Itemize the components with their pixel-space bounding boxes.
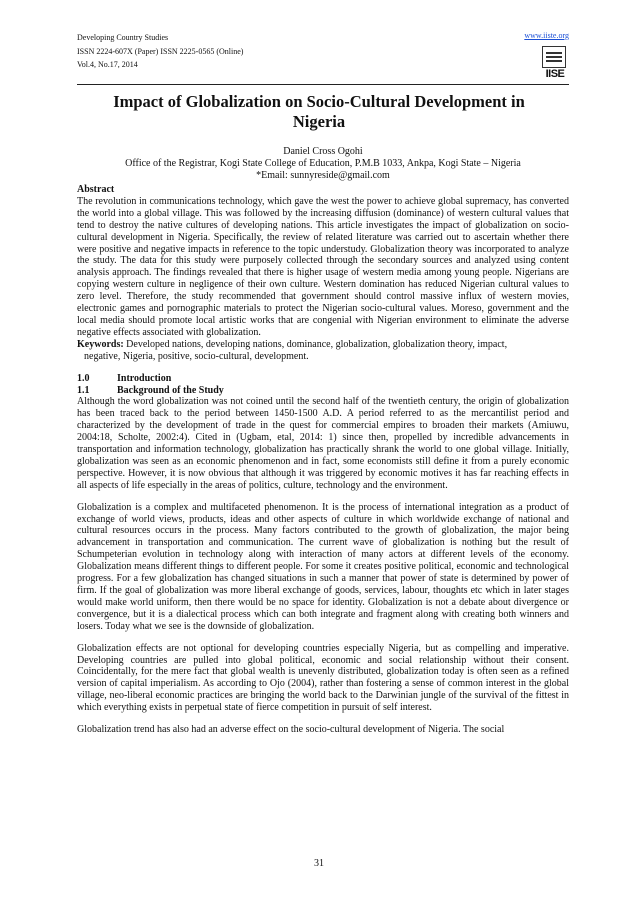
logo-box-icon (542, 46, 566, 68)
journal-issn: ISSN 2224-607X (Paper) ISSN 2225-0565 (Online) (77, 46, 244, 56)
paragraph: Globalization effects are not optional for developing countries especially Nigeria, but as compelling and imperative. Developing countries are pulled into global political, economic and social relationship without their consent. Coincidentally, for the mere fact that global wealth is unevenly distributed, globalization today is often seen as a refined version of capital imperialism. As according to Ojo (2004), rather than fostering a sense of common interest in the global village, neo-liberal economic practices are bringing the world back to the Darwinian jungle of the survival of the fittest in which everything exists in perpetual state of fierce competition in pursuit of self interest. (77, 642, 569, 714)
paragraph: Although the word globalization was not coined until the second half of the twentieth century, the origin of globalization has been traced back to the period between 1450-1500 A.D. A period referred to as the mercantilist period and characterized by the development of trade in the quest for commercial empires to broaden their markets (Amiuwu, 2004:18, Scholte, 2002:4). Cited in (Ugbam, etal, 2014: 1) since then, propelled by incredible advancements in transportation and information technology, globalization has practically shrank the world to one global village. Initially, globalization was seen as an economic phenomenon and in fact, some economists still define it from a purely economic perspective. However, it is now obvious that although it was triggered by economic motives it has far reaching effects in all aspects of life especially in the areas of politics, culture, technology and the environment. (77, 396, 569, 491)
keywords-text: Developed nations, developing nations, dominance, globalization, globalization theory, impact, (123, 338, 508, 350)
abstract-heading: Abstract (77, 184, 115, 195)
section-heading-background (77, 385, 569, 397)
journal-name: Developing Country Studies (77, 33, 169, 42)
header-rule (77, 84, 569, 85)
keywords-line (77, 339, 569, 351)
paragraph: Globalization trend has also had an adverse effect on the socio-cultural development of Nigeria. The social (77, 724, 505, 736)
iiste-logo (542, 46, 568, 82)
paragraph: Globalization is a complex and multifaceted phenomenon. It is the process of international integration as a product of exchange of world views, products, ideas and other aspects of culture in which worldwide exchange of national and cultural resources occurs in the process. Many factors contributed to the growth of globalization, the major being advancement in transportation and communication. The current wave of globalization is nothing but the result of Schumpeterian evolution in technology along with interaction of many actors at different levels of the economy. Globalization means different things to different people. For some it creates positive political, economic and technological progress. For a few globalization has changed situations in such a manner that power of state is determined by power of firm. If the goal of globalization was more liberal exchange of goods, services, labour, thoughts etc which in later stages would make world uniform, then there would be no space for identity. Globalization is not a debate about divergence or convergence, but it is a dialectical process which can both integrate and fragment along with creating both winners and losers. Today what we see is the downside of globalization. (77, 501, 569, 632)
section-title: Introduction (117, 372, 172, 384)
paper-title: Impact of Globalization on Socio-Cultural Development in Nigeria (113, 92, 525, 131)
logo-text: IISE (545, 68, 565, 80)
author-affiliation: Office of the Registrar, Kogi State College of Education, P.M.B 1033, Ankpa, Kogi State – Nigeria (125, 158, 521, 169)
journal-header (77, 31, 243, 72)
keywords-label: Keywords: (77, 338, 124, 350)
section-number: 1.0 (77, 372, 90, 384)
author-email: *Email: sunnyreside@gmail.com (256, 170, 390, 181)
paper-body (77, 184, 569, 736)
page-number: 31 (314, 858, 324, 869)
section-title: Background of the Study (117, 384, 224, 396)
keywords-line-2: negative, Nigeria, positive, socio-cultural, development. (84, 350, 309, 362)
section-number: 1.1 (77, 384, 90, 396)
abstract-text: The revolution in communications technology, which gave the west the power to achieve global supremacy, has converted the world into a global village. This was followed by the increasing diffusion (dominance) of western cultural values that tend to destroy the native cultures of developing nations. This article investigates the impact of globalization on socio-cultural development in Nigeria. Specifically, the review of related literature was carried out to ascertain whether there were positive and negative impacts in reference to the topic understudy. Globalization theory was incorporated to analyze the study. The data for this study were purposely collected through the secondary sources and analyzed using content analysis approach. The findings revealed that there is higher usage of western media among young people. Nigerians are copying western culture in negligence of their own culture. Western domination has reduced Nigerian cultural values to zero level. Therefore, the study recommended that government should control massive influx of western movies, electronic games and pornographic materials to protect the Nigerian socio-cultural values. Moreso, government and the local media should promote local artistic works that are congenial with Nigerian environment to eliminate the adverse negative effects associated with globalization. (77, 195, 569, 338)
journal-url-link[interactable]: www.iiste.org (524, 31, 569, 40)
author-name: Daniel Cross Ogohi (283, 146, 363, 157)
section-heading-introduction (77, 373, 569, 385)
journal-volume: Vol.4, No.17, 2014 (77, 60, 138, 69)
